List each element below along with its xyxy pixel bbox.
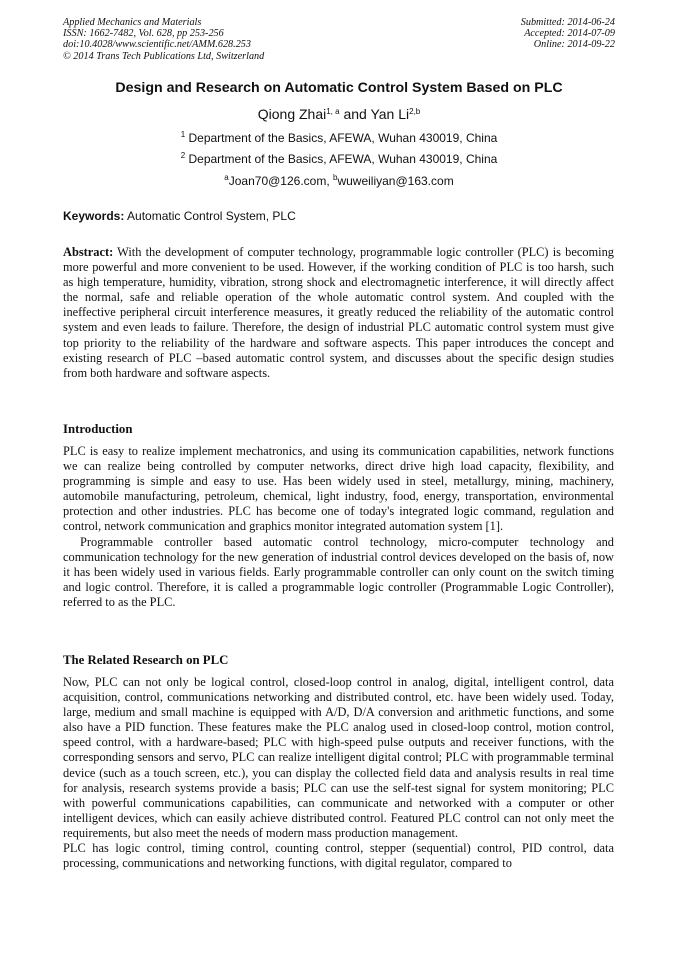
abstract-label: Abstract: <box>63 245 114 259</box>
copyright: © 2014 Trans Tech Publications Ltd, Switzerland <box>63 50 265 62</box>
author-1: Qiong Zhai <box>257 106 327 122</box>
related-research-heading: The Related Research on PLC <box>63 653 229 667</box>
affiliation-2 <box>0 152 678 166</box>
author-2: and Yan Li <box>339 106 410 122</box>
author-2-sup: 2,b <box>409 107 421 116</box>
issn: ISSN: 1662-7482, Vol. 628, pp 253-256 <box>63 28 224 40</box>
submitted-date: Submitted: 2014-06-24 <box>520 17 615 28</box>
email-b-sup: b <box>333 173 338 182</box>
journal-info <box>63 17 264 62</box>
introduction-body <box>63 444 614 610</box>
introduction-heading: Introduction <box>63 422 133 436</box>
introduction-paragraph-2: Programmable controller based automatic control technology, micro-computer technology and communication technology for the new generation of industrial control devices developed on the basis of, now it has been widely used in various fields. Early programmable controller can only count on the switch timing and logic control. Therefore, it is called a programmable logic controller (Programmable Logic Controller), referred to as the PLC. <box>63 534 614 609</box>
dates-info <box>521 17 615 51</box>
keywords-label: Keywords: <box>63 209 125 223</box>
author-1-sup: 1, a <box>326 107 340 116</box>
related-paragraph-1: Now, PLC can not only be logical control, closed-loop control in analog, digital, intelligent control, data acquisition, control, communications networking and distributed control, etc. have been widely used. Today, large, medium and small machine is equipped with A/D, D/A conversion and arithmetic functions, and some also have a PID function. These features make the PLC analog used in closed-loop control, motion control, speed control, with a hardware-based; PLC with high-speed pulse outputs and receiver functions, with the corresponding sensors and servo, PLC can realize intelligent digital control; PLC with programmable terminal device (such as a touch screen, etc.), you can display the collected field data and analysis results in real time for analysis, research systems provide a basis; PLC can use the self-test signal for system monitoring; PLC with powerful communications capabilities, can communicate and networked with a computer or other intelligent devices, which can easily achieve distributed control. Featured PLC control can not only meet the requirements, but also meet the needs of modern mass production management. <box>63 675 614 840</box>
journal-name: Applied Mechanics and Materials <box>63 17 202 28</box>
affiliation-2-text: Department of the Basics, AFEWA, Wuhan 430019, China <box>185 152 498 166</box>
doi: doi:10.4028/www.scientific.net/AMM.628.253 <box>63 39 251 51</box>
email-a-sup: a <box>224 173 229 182</box>
authors <box>0 106 678 122</box>
related-research-body <box>63 675 614 871</box>
paper-title: Design and Research on Automatic Control System Based on PLC <box>115 80 563 96</box>
affiliation-1-sup: 1 <box>180 130 186 139</box>
emails <box>0 174 678 188</box>
email-b: wuweiliyan@163.com <box>337 174 454 188</box>
keywords-text: Automatic Control System, PLC <box>124 209 296 223</box>
keywords <box>63 209 296 223</box>
accepted-date: Accepted: 2014-07-09 <box>524 28 615 40</box>
introduction-paragraph-1: PLC is easy to realize implement mechatronics, and using its communication capabilities, network functions we can realize being controlled by computer networks, direct drive high load capacity, flexibility, and programming is simple and easy to use. Has been widely used in steel, metallurgy, mining, machinery, automobile manufacturing, petroleum, chemical, light industry, food, energy, transportation, environmental protection and other industries. PLC has become one of today's integrated logic command, regulation and control, network communication and graphics monitor integrated automation system [1]. <box>63 444 614 534</box>
email-a: Joan70@126.com, <box>228 174 333 188</box>
affiliation-2-sup: 2 <box>180 151 186 160</box>
related-paragraph-2: PLC has logic control, timing control, counting control, stepper (sequential) control, PID control, data processing, communications and networking functions, with digital regulator, compared to <box>63 841 614 871</box>
online-date: Online: 2014-09-22 <box>533 39 615 51</box>
affiliation-1-text: Department of the Basics, AFEWA, Wuhan 430019, China <box>185 131 498 145</box>
affiliation-1 <box>0 131 678 145</box>
abstract-text: With the development of computer technology, programmable logic controller (PLC) is becoming more powerful and more convenient to be used. However, if the working condition of PLC is too harsh, such as high temperature, humidity, vibration, strong shock and electromagnetic interference, it will directly affect the normal, safe and reliable operation of the whole automatic control system. And coupled with the ineffective peripheral circuit interference measures, it greatly reduced the reliability of the automatic control system and even leads to failure. Therefore, the design of industrial PLC automatic control system must give top priority to the reliability of the hardware and software aspects. This paper introduces the concept and existing research of PLC –based automatic control system, and discusses about the specific design studies from both hardware and software aspects. <box>63 245 614 380</box>
abstract <box>63 245 614 381</box>
